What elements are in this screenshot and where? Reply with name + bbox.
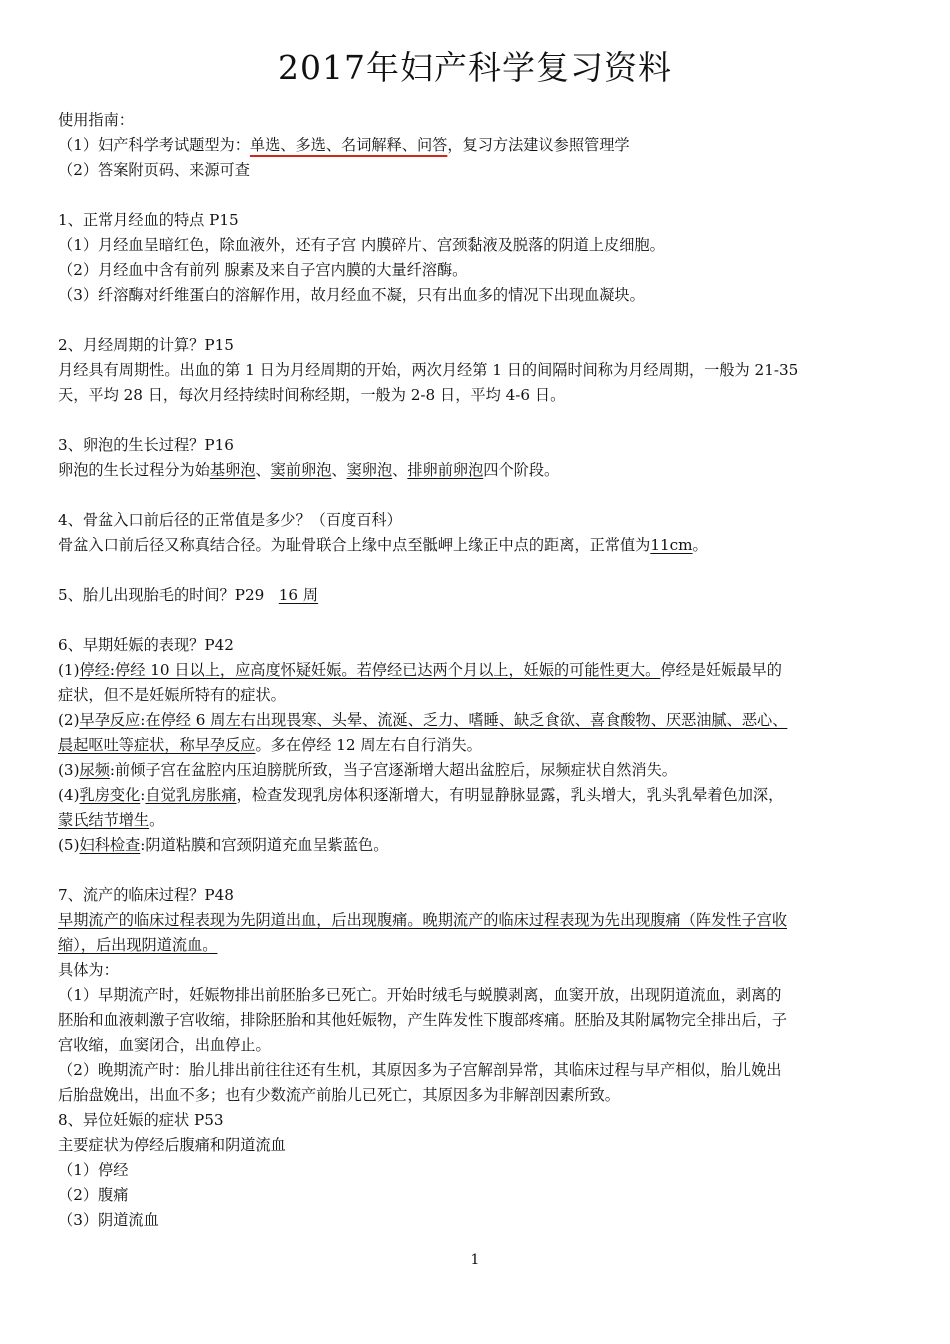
section-6-item-2-line-2 bbox=[58, 733, 896, 758]
separator: 、 bbox=[392, 461, 408, 479]
guide-line-1 bbox=[58, 133, 896, 158]
section-6-item-3 bbox=[58, 758, 896, 783]
item-number: (3) bbox=[58, 761, 80, 779]
section-1-line-3: （3）纤溶酶对纤维蛋白的溶解作用，故月经血不凝，只有出血多的情况下出现血凝块。 bbox=[58, 286, 645, 304]
section-1-line-1: （1）月经血呈暗红色，除血液外，还有子宫 内膜碎片、宫颈黏液及脱落的阴道上皮细胞。 bbox=[58, 236, 665, 254]
section-5-heading: 5、胎儿出现胎毛的时间？P29 bbox=[58, 586, 265, 604]
section-7-para-1-line-3: 宫收缩，血窦闭合，出血停止。 bbox=[58, 1036, 271, 1054]
section-4-suffix: 。 bbox=[692, 536, 708, 554]
section-6-item-4-line-1 bbox=[58, 783, 896, 808]
section-2-line-2: 天，平均 28 日，每次月经持续时间称经期，一般为 2-8 日，平均 4-6 日。 bbox=[58, 386, 566, 404]
section-8-line-3: （3）阴道流血 bbox=[58, 1211, 159, 1229]
separator: 、 bbox=[331, 461, 347, 479]
section-7-summary-line-2 bbox=[58, 933, 896, 958]
item-underlined-text: :停经 10 日以上，应高度怀疑妊娠。若停经已达两个月以上，妊娠的可能性更大。 bbox=[109, 661, 661, 679]
spacer bbox=[58, 308, 896, 333]
section-6-item-1-line-1 bbox=[58, 658, 896, 683]
section-7-para-2-line-2: 后胎盘娩出，出血不多；也有少数流产前胎儿已死亡，其原因多为非解剖因素所致。 bbox=[58, 1086, 620, 1104]
section-6-item-1-line-2: 症状，但不是妊娠所特有的症状。 bbox=[58, 686, 286, 704]
spacer bbox=[58, 858, 896, 883]
section-7-para-2-line-1: （2）晚期流产时：胎儿排出前往往还有生机，其原因多为子宫解剖异常，其临床过程与早产相似，胎儿娩出 bbox=[58, 1061, 782, 1079]
follicle-stage-1: 基卵泡 bbox=[209, 461, 256, 479]
item-term: 妇科检查 bbox=[79, 836, 141, 854]
section-2-heading: 2、月经周期的计算？P15 bbox=[58, 336, 234, 354]
section-3-prefix: 卵泡的生长过程分为始 bbox=[58, 461, 210, 479]
separator: : bbox=[140, 786, 146, 804]
spacer bbox=[58, 183, 896, 208]
guide-line-1-prefix: （1）妇产科学考试题型为： bbox=[58, 136, 250, 154]
item-text: :阴道粘膜和宫颈阴道充血呈紫蓝色。 bbox=[140, 836, 389, 854]
section-7-para-1-line-1: （1）早期流产时，妊娠物排出前胚胎多已死亡。开始时绒毛与蜕膜剥离，血窦开放，出现阴道流血，剥离的 bbox=[58, 986, 782, 1004]
section-2-line-1: 月经具有周期性。出血的第 1 日为月经周期的开始，两次月经第 1 日的间隔时间称为月经周期，一般为 21-35 bbox=[58, 361, 799, 379]
guide-line-2: （2）答案附页码、来源可查 bbox=[58, 161, 250, 179]
item-text: 。多在停经 12 周左右自行消失。 bbox=[255, 736, 482, 754]
item-number: (4) bbox=[58, 786, 80, 804]
item-term: 尿频 bbox=[79, 761, 110, 779]
section-4-prefix: 骨盆入口前后径又称真结合径。为耻骨联合上缘中点至骶岬上缘正中点的距离，正常值为 bbox=[58, 536, 651, 554]
section-8-line-2: （2）腹痛 bbox=[58, 1186, 129, 1204]
page-number: 1 bbox=[470, 1252, 480, 1268]
item-underlined-text: :在停经 6 周左右出现畏寒、头晕、流涎、乏力、嗜睡、缺乏食欲、喜食酸物、厌恶油腻、恶心、 bbox=[140, 711, 788, 729]
follicle-stage-4: 排卵前卵泡 bbox=[407, 461, 484, 479]
separator: 、 bbox=[255, 461, 271, 479]
section-7-summary-line-1 bbox=[58, 908, 896, 933]
exam-question-types: 单选、多选、名词解释、问答 bbox=[249, 136, 448, 154]
guide-heading: 使用指南： bbox=[58, 111, 134, 129]
section-3-line-1 bbox=[58, 458, 896, 483]
section-4-heading: 4、骨盆入口前后径的正常值是多少？（百度百科） bbox=[58, 511, 402, 529]
item-text: 。 bbox=[149, 811, 165, 829]
item-underlined-text: 蒙氏结节增生 bbox=[58, 811, 150, 829]
section-7-para-1-line-2: 胚胎和血液刺激子宫收缩，排除胚胎和其他妊娠物，产生阵发性下腹部疼痛。胚胎及其附属物完全排出后，子 bbox=[58, 1011, 787, 1029]
section-7-specifics-label: 具体为： bbox=[58, 961, 119, 979]
spacer bbox=[58, 483, 896, 508]
item-number: (2) bbox=[58, 711, 80, 729]
item-number: (5) bbox=[58, 836, 80, 854]
spacer bbox=[58, 408, 896, 433]
section-7-heading: 7、流产的临床过程？P48 bbox=[58, 886, 234, 904]
item-underlined-text: 晨起呕吐等症状，称早孕反应 bbox=[58, 736, 256, 754]
document-title: 2017年妇产科学复习资料 bbox=[278, 48, 672, 87]
spacer bbox=[58, 608, 896, 633]
pelvic-inlet-value: 11cm bbox=[650, 536, 693, 554]
item-text: 停经是妊娠最早的 bbox=[660, 661, 782, 679]
section-6-item-5 bbox=[58, 833, 896, 858]
section-5-line bbox=[58, 583, 896, 608]
item-underlined-text: 缩），后出现阴道流血。 bbox=[58, 936, 218, 954]
item-number: (1) bbox=[58, 661, 80, 679]
spacer bbox=[58, 558, 896, 583]
section-6-item-2-line-1 bbox=[58, 708, 896, 733]
document-body bbox=[58, 108, 896, 1233]
section-8-main: 主要症状为停经后腹痛和阴道流血 bbox=[58, 1136, 286, 1154]
section-1-line-2: （2）月经血中含有前列 腺素及来自子宫内膜的大量纤溶酶。 bbox=[58, 261, 468, 279]
section-6-heading: 6、早期妊娠的表现？P42 bbox=[58, 636, 234, 654]
section-4-line-1 bbox=[58, 533, 896, 558]
item-term: 早孕反应 bbox=[79, 711, 141, 729]
item-text: :前倾子宫在盆腔内压迫膀胱所致，当子宫逐渐增大超出盆腔后，尿频症状自然消失。 bbox=[109, 761, 677, 779]
item-underlined-text: 早期流产的临床过程表现为先阴道出血，后出现腹痛。晚期流产的临床过程表现为先出现腹痛（阵发性子宫收 bbox=[58, 911, 787, 929]
item-term: 停经 bbox=[79, 661, 110, 679]
section-1-heading: 1、正常月经血的特点 P15 bbox=[58, 211, 239, 229]
section-8-line-1: （1）停经 bbox=[58, 1161, 129, 1179]
item-text: ，检查发现乳房体积逐渐增大，有明显静脉显露，乳头增大，乳头乳晕着色加深， bbox=[236, 786, 784, 804]
follicle-stage-2: 窦前卵泡 bbox=[270, 461, 332, 479]
section-8-heading: 8、异位妊娠的症状 P53 bbox=[58, 1111, 224, 1129]
section-3-heading: 3、卵泡的生长过程？P16 bbox=[58, 436, 234, 454]
section-5-answer: 16 周 bbox=[278, 586, 319, 604]
item-underlined-text: 自觉乳房胀痛 bbox=[145, 786, 237, 804]
section-6-item-4-line-2 bbox=[58, 808, 896, 833]
section-3-suffix: 四个阶段。 bbox=[483, 461, 560, 479]
follicle-stage-3: 窦卵泡 bbox=[346, 461, 393, 479]
guide-line-1-suffix: ，复习方法建议参照管理学 bbox=[447, 136, 630, 154]
item-term: 乳房变化 bbox=[79, 786, 141, 804]
